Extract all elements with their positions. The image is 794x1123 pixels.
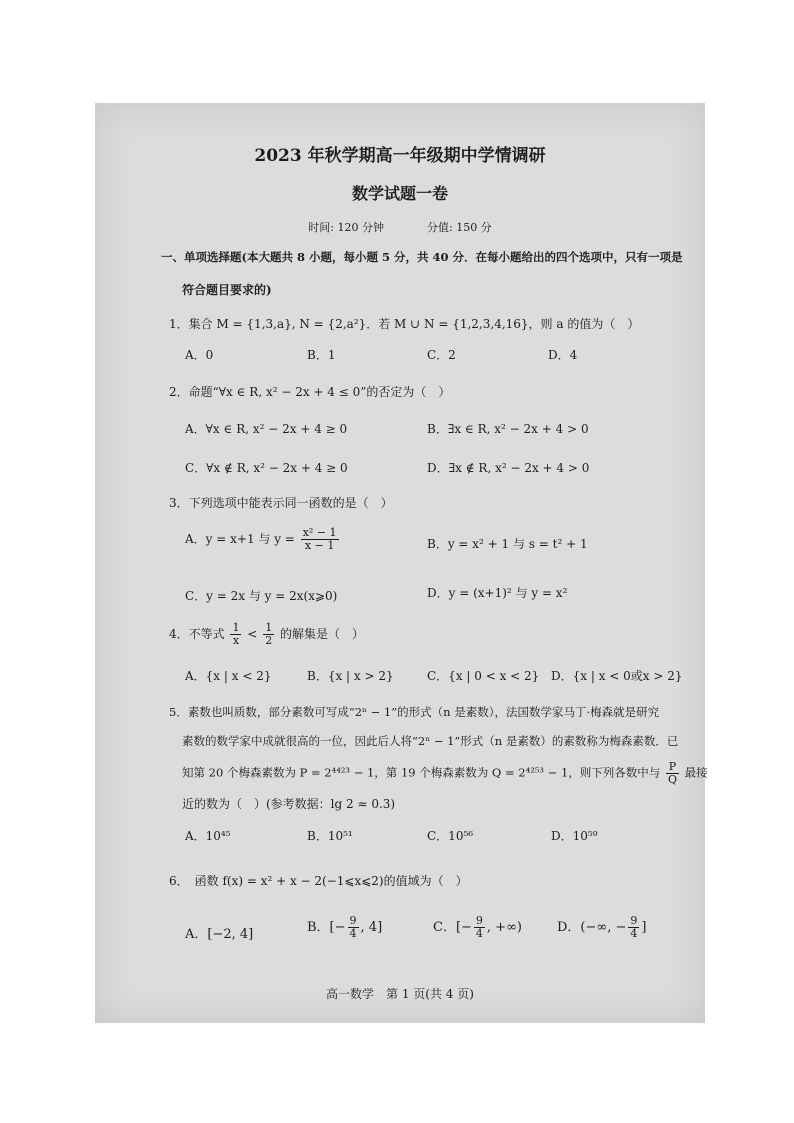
q4-fraction-left [230,622,241,647]
q6-option-b-post: , 4] [360,920,383,935]
q6-option-b [307,915,382,940]
q5-line2: 素数的数学家中成就很高的一位，因此后人将“2ⁿ − 1”形式（n 是素数）的素数称为梅森素数．已 [182,734,679,748]
exam-score: 分值: 150 分 [427,221,492,234]
fraction-denominator: x − 1 [304,539,335,552]
q3-option-c: C．y = 2x 与 y = 2x(x⩾0) [185,589,338,603]
q4-less-than: < [247,627,258,641]
fraction-numerator: x² − 1 [302,526,337,539]
fraction-numerator: 1 [265,621,273,634]
exam-time: 时间: 120 分钟 [308,221,384,234]
exam-meta [95,219,705,235]
q6-option-d [557,915,646,940]
q6-option-d-post: ] [641,920,647,935]
fraction-denominator: x [232,634,240,647]
q5-line3-pre: 知第 20 个梅森素数为 P = 2⁴⁴²³ − 1，第 19 个梅森素数为 Q = 2⁴²⁵³ − 1，则下列各数中与 [182,765,661,780]
q6-stem: 6． 函数 f(x) = x² + x − 2(−1⩽x⩽2)的值域为（ ） [169,874,468,888]
q6-option-c-post: , +∞) [486,920,522,935]
page-footer: 高一数学 第 1 页(共 4 页) [326,987,474,1001]
exam-title: 2023 年秋学期高一年级期中学情调研 [254,146,546,166]
q5-pq-fraction [666,761,679,786]
q3-option-d: D．y = (x+1)² 与 y = x² [427,586,568,600]
fraction-numerator: 9 [630,914,638,927]
q4-stem-post: 的解集是（ ） [280,627,365,641]
exam-sheet [95,103,708,1023]
q6-option-c [433,915,522,940]
q6-option-b-pre: B．[− [307,920,346,935]
q4-option-d: D．{x | x < 0或x > 2} [551,669,683,683]
q5-option-c: C．10⁵⁶ [427,829,474,843]
q5-option-d: D．10⁵⁹ [551,829,598,843]
q1-option-c: C．2 [427,348,456,362]
fraction-denominator: 4 [475,927,483,940]
q6-option-a: A．[−2, 4] [185,927,254,942]
q2-option-a: A．∀x ∈ R, x² − 2x + 4 ≥ 0 [185,422,348,436]
fraction-denominator: 2 [265,634,273,647]
q3-option-a [185,527,341,552]
fraction-numerator: 9 [349,914,357,927]
q5-option-b: B．10⁵¹ [307,829,353,843]
q5-line3 [182,761,708,786]
q4-option-b: B．{x | x > 2} [307,669,394,683]
q5-option-a: A．10⁴⁵ [185,829,231,843]
exam-subtitle: 数学试题一卷 [351,184,448,203]
fraction-denominator: 4 [630,927,638,940]
section-heading-line1: 一、单项选择题(本大题共 8 小题，每小题 5 分，共 40 分．在每小题给出的四个选项中，只有一项是 [161,250,683,264]
q4-stem-pre: 4．不等式 [169,627,225,641]
q2-option-b: B．∃x ∈ R, x² − 2x + 4 > 0 [427,422,589,436]
q2-option-c: C．∀x ∉ R, x² − 2x + 4 ≥ 0 [185,461,348,475]
q4-option-a: A．{x | x < 2} [185,669,272,683]
q4-option-c: C．{x | 0 < x < 2} [427,669,540,683]
q2-option-d: D．∃x ∉ R, x² − 2x + 4 > 0 [427,461,590,475]
q6-option-c-pre: C．[− [433,920,472,935]
fraction-numerator: P [666,761,679,774]
q6-option-b-fraction [348,915,359,940]
q1-option-a: A．0 [185,348,214,362]
q5-line3-post: 最接 [684,765,708,780]
q5-line4: 近的数为（ ）(参考数据：lg 2 ≈ 0.3) [182,797,396,811]
q2-stem: 2．命题“∀x ∈ R, x² − 2x + 4 ≤ 0”的否定为（ ） [169,385,451,399]
q1-option-b: B．1 [307,348,336,362]
q3-option-b: B．y = x² + 1 与 s = t² + 1 [427,537,588,551]
q6-option-d-fraction [628,915,639,940]
fraction-numerator: 1 [232,621,240,634]
q1-option-d: D．4 [548,348,578,362]
fraction-numerator: 9 [475,914,483,927]
q5-line1: 5．素数也叫质数，部分素数可写成“2ⁿ − 1”的形式（n 是素数），法国数学家马丁·梅森就是研究 [169,705,660,719]
q3-option-a-text: A．y = x+1 与 y = [185,532,295,546]
q4-fraction-right [263,622,274,647]
fraction-denominator: Q [667,773,677,786]
section-heading-line2: 符合题目要求的) [182,283,272,297]
fraction-denominator: 4 [349,927,357,940]
q3-stem: 3．下列选项中能表示同一函数的是（ ） [169,496,393,510]
q6-option-c-fraction [474,915,485,940]
q3-option-a-fraction [301,527,339,552]
q4-stem [169,622,364,647]
q1-stem: 1．集合 M = {1,3,a}, N = {2,a²}．若 M ∪ N = {1,2,3,4,16}，则 a 的值为（ ） [169,317,640,331]
q6-option-d-pre: D．(−∞, − [557,920,627,935]
